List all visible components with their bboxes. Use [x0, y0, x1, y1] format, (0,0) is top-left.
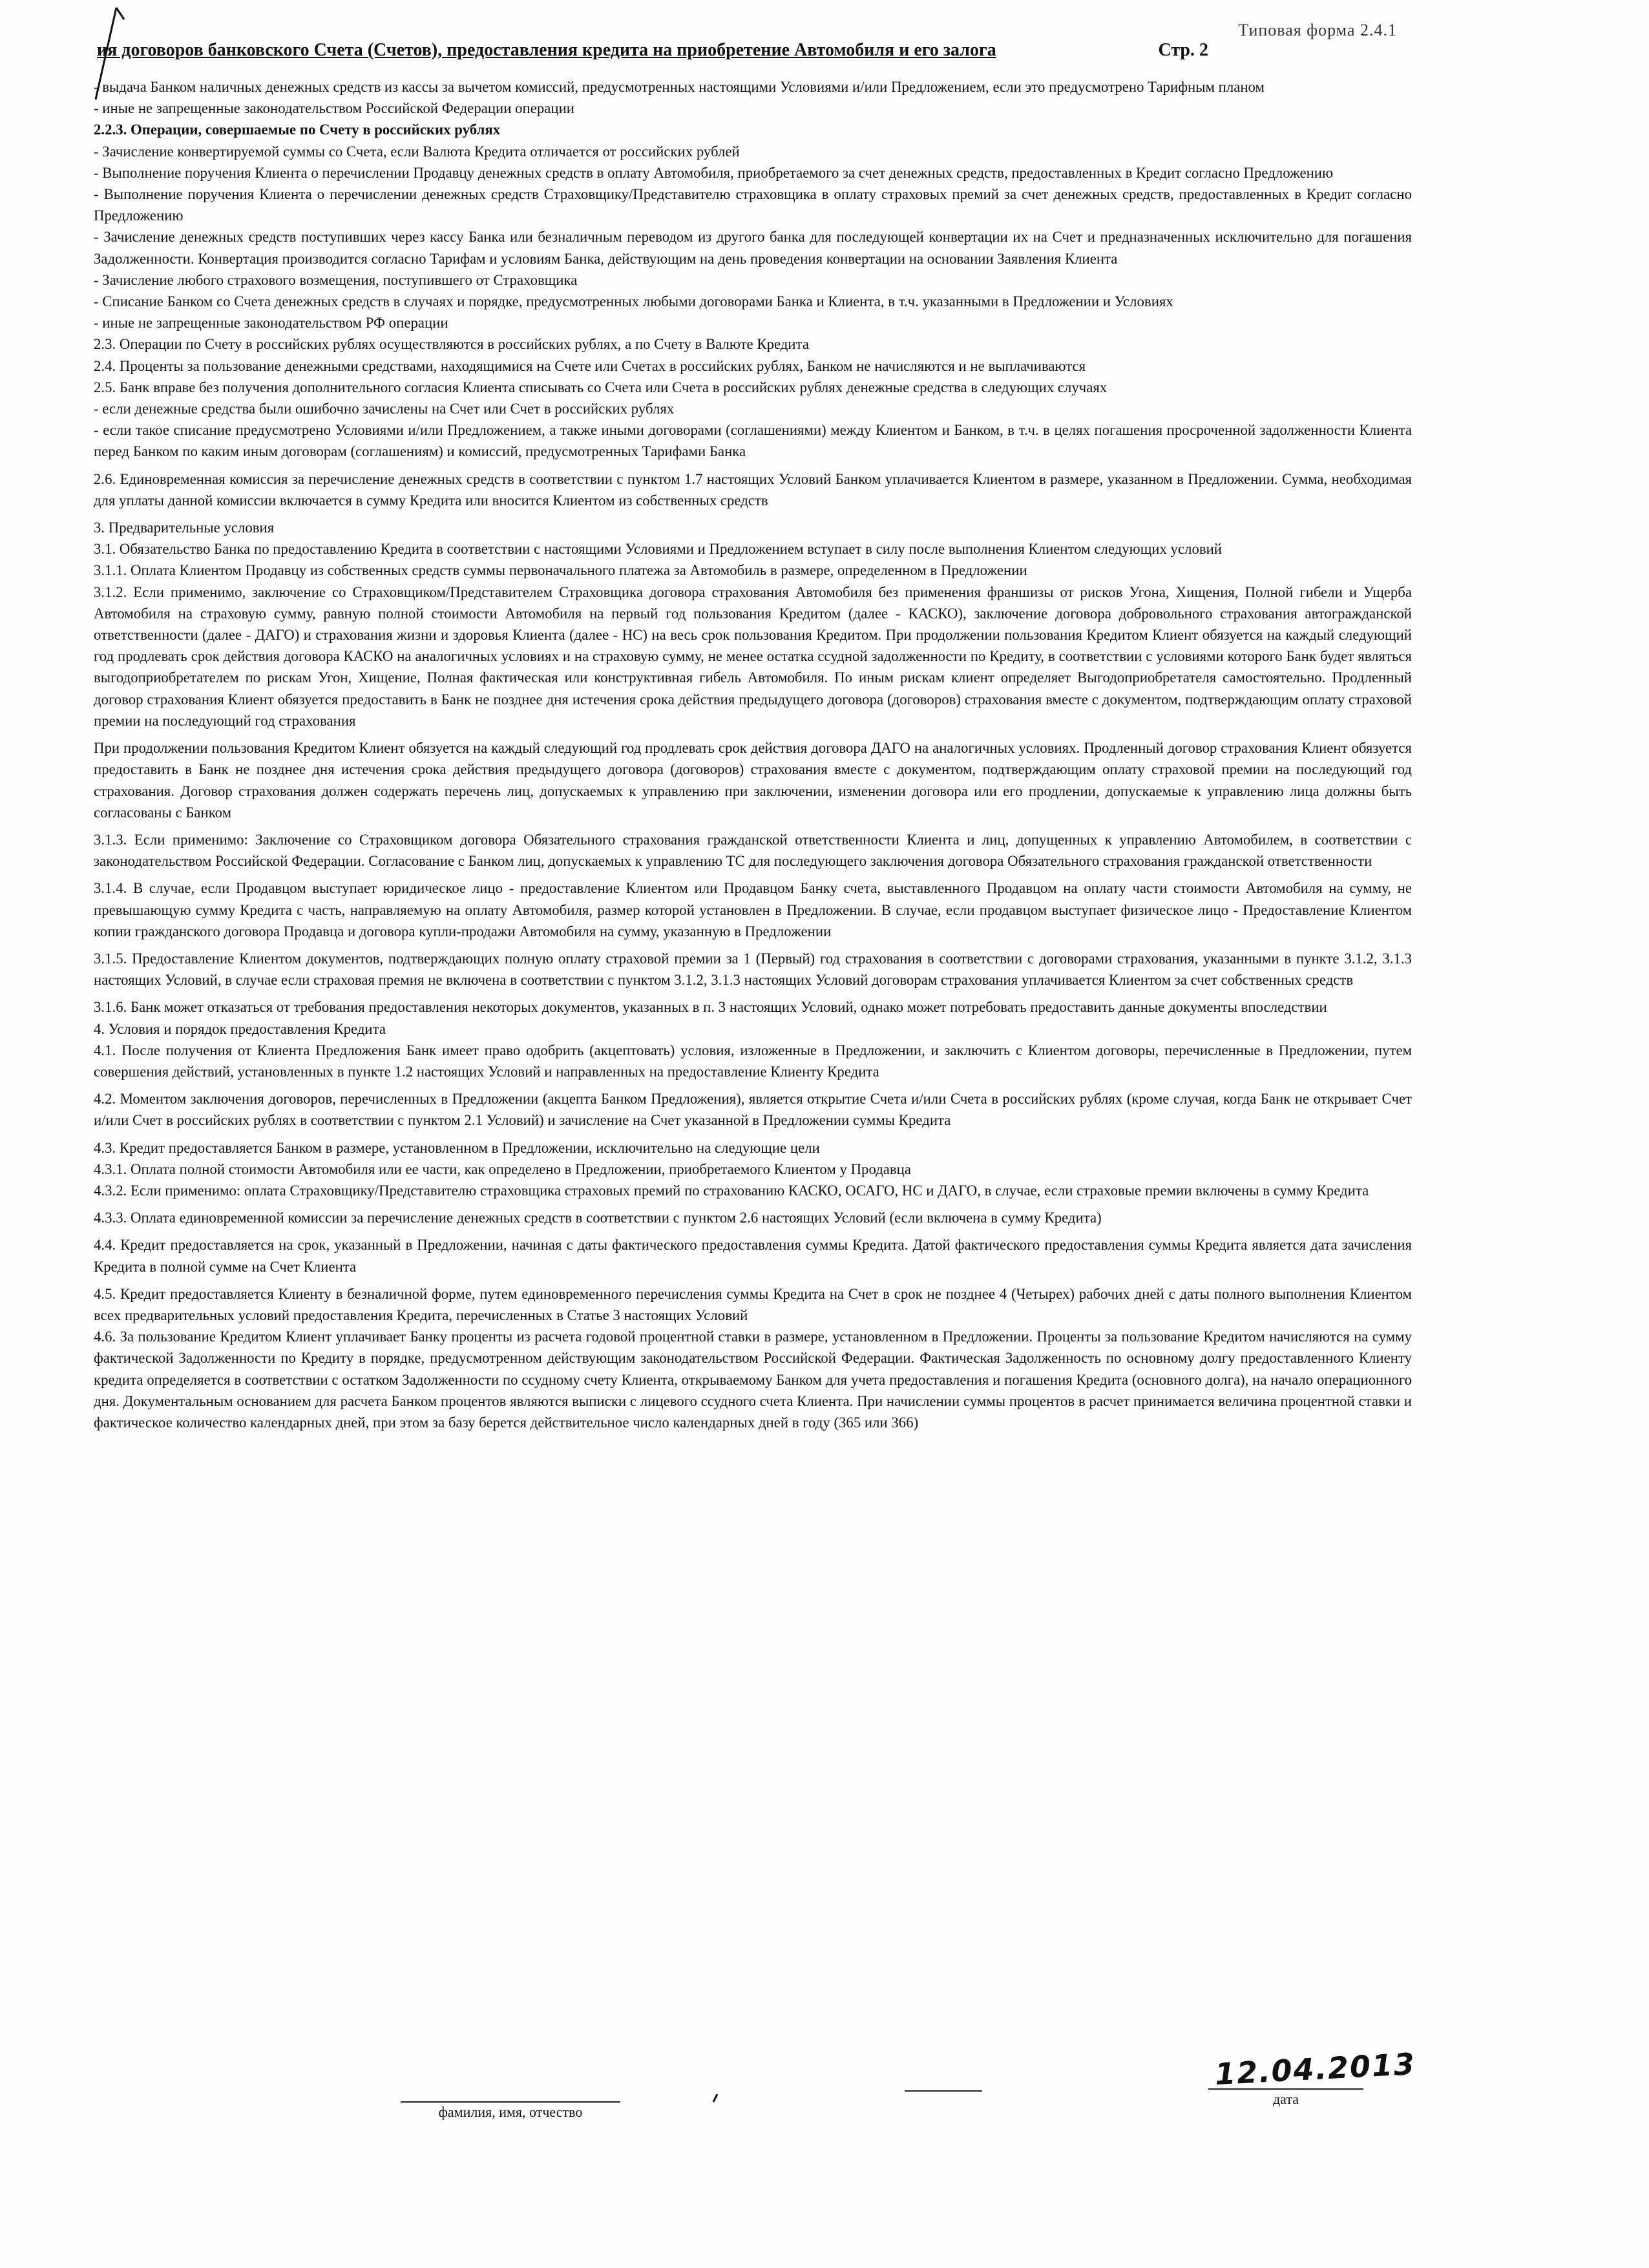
- paragraph: 3.1. Обязательство Банка по предоставлению Кредита в соответствии с настоящими Условиями и Предложением вступает в силу после выполнения Клиентом следующих условий: [94, 541, 1223, 558]
- paragraph: - если денежные средства были ошибочно зачислены на Счет или Счет в российских рублях: [94, 401, 675, 417]
- paragraph: - иные не запрещенные законодательством РФ операции: [94, 315, 448, 331]
- handwritten-date: 12.04.2013: [1213, 2046, 1417, 2092]
- document-body: [94, 76, 1412, 1433]
- paragraph: - Зачисление денежных средств поступивших через кассу Банка или безналичным переводом из другого банка для последующей конвертации их на Счет и предназначенных исключительно для погашения Задолженности. Конвертация производится согласно Тарифам и условиям Банка, действующим на день проведения конвертации на основании Заявления Клиента: [94, 229, 1412, 267]
- paragraph: 4.3.2. Если применимо: оплата Страховщику/Представителю страховщика страховых премий по страхованию КАСКО, ОСАГО, НС и ДАГО, в случае, если страховые премии включены в сумму Кредита: [94, 1182, 1369, 1199]
- paragraph: 4.1. После получения от Клиента Предложения Банк имеет право одобрить (акцептовать) условия, изложенные в Предложении, и заключить с Клиентом договоры, перечисленные в Предложении, путем совершения действий, установленных в пункте 1.2 настоящих Условий и направленных на предоставление Клиенту Кредита: [94, 1042, 1412, 1080]
- paragraph: 2.3. Операции по Счету в российских рублях осуществляются в российских рублях, а по Счету в Валюте Кредита: [94, 336, 809, 353]
- page-header: [97, 40, 1208, 61]
- paragraph: 4.3.3. Оплата единовременной комиссии за перечисление денежных средств в соответствии с пунктом 2.6 настоящих Условий (если включена в сумму Кредита): [94, 1210, 1102, 1226]
- paragraph: 4.5. Кредит предоставляется Клиенту в безналичной форме, путем единовременного перечисления суммы Кредита на Счет в срок не позднее 4 (Четырех) рабочих дней с даты полного выполнения Клиентом всех предварительных условий предоставления Кредита, перечисленных в Статье 3 настоящих Условий: [94, 1285, 1412, 1323]
- paragraph: - Выполнение поручения Клиента о перечислении Продавцу денежных средств в оплату Автомобиля, приобретаемого за счет денежных средств, предоставленных в Кредит согласно Предложению: [94, 164, 1334, 181]
- paragraph: 3.1.6. Банк может отказаться от требования предоставления некоторых документов, указанных в п. 3 настоящих Условий, однако может потребовать предоставить данные документы впоследствии: [94, 999, 1327, 1016]
- paragraph: - выдача Банком наличных денежных средств из кассы за вычетом комиссий, предусмотренных настоящими Условиями и/или Предложением, если это предусмотрено Тарифным планом: [94, 79, 1265, 95]
- form-label: Типовая форма 2.4.1: [1238, 21, 1397, 39]
- section-heading: 2.2.3. Операции, совершаемые по Счету в российских рублях: [94, 121, 501, 138]
- paragraph: - иные не запрещенные законодательством Российской Федерации операции: [94, 100, 574, 117]
- paragraph: При продолжении пользования Кредитом Клиент обязуется на каждый следующий год продлевать срок действия договора ДАГО на аналогичных условиях. Продленный договор страхования Клиент обязуется предоставить в Банк не позднее дня истечения срока действия предыдущего договора (договоров) страхования вместе с документом, подтверждающим оплату страховой премии на последующий год страхования. Договор страхования должен содержать перечень лиц, допускаемых к управлению при заключении, изменении договора или его продлении, допускаемые к управлению лица должны быть согласованы с Банком: [94, 740, 1412, 821]
- paragraph: - Выполнение поручения Клиента о перечислении денежных средств Страховщику/Представителю страховщика в оплату страховых премий за счет денежных средств, предоставленных в Кредит согласно Предложению: [94, 186, 1412, 224]
- pen-mark: [711, 2094, 720, 2103]
- paragraph: - Зачисление конвертируемой суммы со Счета, если Валюта Кредита отличается от российских рублей: [94, 143, 740, 160]
- signature-line: [905, 2090, 982, 2092]
- paragraph: 4.6. За пользование Кредитом Клиент уплачивает Банку проценты из расчета годовой процентной ставки в размере, установленном в Предложении. Проценты за пользование Кредитом начисляются на сумму фактической Задолженности по Кредиту в порядке, предусмотренном действующим законодательством Российской Федерации. Фактическая Задолженность по основному долгу предоставленного Клиенту кредита определяется в соответствии с остатком Задолженности по ссудному счету Клиента, открываемому Банком для учета предоставления и погашения Кредита (основного долга), на начало операционного дня. Документальным основанием для расчета Банком процентов являются выписки с лицевого ссудного счета Клиента. При начислении суммы процентов в расчет принимается величина процентной ставки и фактическое количество календарных дней, при этом за базу берется действительное число календарных дней в году (365 или 366): [94, 1328, 1412, 1431]
- paragraph: - Зачисление любого страхового возмещения, поступившего от Страховщика: [94, 271, 578, 288]
- paragraph: 3.1.2. Если применимо, заключение со Страховщиком/Представителем Страховщика договора страхования Автомобиля без применения франшизы от рисков Угона, Хищения, Полной гибели и Ущерба Автомобиля на страховую сумму, равную полной стоимости Автомобиля на первый год пользования Кредитом (далее - КАСКО), заключение договора добровольного страхования автогражданской ответственности (далее - ДАГО) и страхования жизни и здоровья Клиента (далее - НС) на весь срок пользования Кредитом. При продолжении пользования Кредитом Клиент обязуется на каждый следующий год продлевать срок действия договора КАСКО на аналогичных условиях и на страховую сумму, не менее остатка ссудной задолженности по Кредиту, в соответствии с условиями которого Банк будет являться выгодоприобретателем по рискам Угон, Хищение, Полная фактическая или конструктивная гибель Автомобиля. По иным рискам клиент определяет Выгодоприобретателя самостоятельно. Продленный договор страхования Клиент обязуется предоставить в Банк не позднее дня истечения срока действия предыдущего договора (договоров) страхования вместе с документом, подтверждающим оплату страховой премии на последующий год страхования: [94, 583, 1412, 729]
- paragraph: 4.4. Кредит предоставляется на срок, указанный в Предложении, начиная с даты фактического предоставления суммы Кредита. Датой фактического предоставления суммы Кредита является дата зачисления Кредита в полной сумме на Счет Клиента: [94, 1237, 1412, 1275]
- page-number: Стр. 2: [1158, 40, 1208, 60]
- paragraph: 4.2. Моментом заключения договоров, перечисленных в Предложении (акцепта Банком Предложения), является открытие Счета и/или Счета в российских рублях (кроме случая, когда Банк не открывает Счет и/или Счет в российских рублях в соответствии с пунктом 2.1 Условий) и зачисление на Счет указанной в Предложении суммы Кредита: [94, 1091, 1412, 1129]
- section-heading: 3. Предварительные условия: [94, 520, 275, 536]
- page-header-title: ия договоров банковского Счета (Счетов), предоставления кредита на приобретение Автомобиля и его залога: [97, 40, 996, 60]
- paragraph: 2.4. Проценты за пользование денежными средствами, находящимися на Счете или Счетах в российских рублях, Банком не начисляются и не выплачиваются: [94, 357, 1086, 374]
- signature-name-caption: фамилия, имя, отчество: [401, 2101, 620, 2121]
- paragraph: 4.3.1. Оплата полной стоимости Автомобиля или ее части, как определено в Предложении, приобретаемого Клиентом у Продавца: [94, 1160, 911, 1177]
- paragraph: 2.5. Банк вправе без получения дополнительного согласия Клиента списывать со Счета или Счета в российских рублях денежные средства в следующих случаях: [94, 379, 1108, 395]
- paragraph: - если такое списание предусмотрено Условиями и/или Предложением, а также иными договорами (соглашениями) между Клиентом и Банком, в т.ч. в целях погашения просроченной задолженности Клиента перед Банком по каким иным договорам (соглашениям) и комиссий, предусмотренных Тарифами Банка: [94, 422, 1412, 460]
- paragraph: 3.1.4. В случае, если Продавцом выступает юридическое лицо - предоставление Клиентом или Продавцом Банку счета, выставленного Продавцом на оплату части стоимости Автомобиля на сумму, не превышающую сумму Кредита с часть, направляемую на оплату Автомобиля, размер которой установлен в Предложении. В случае, если продавцом выступает физическое лицо - Предоставление Клиентом копии гражданского договора Продавца и договора купли-продажи Автомобиля на сумму, указанную в Предложении: [94, 880, 1412, 940]
- date-caption: дата: [1208, 2088, 1363, 2108]
- section-heading: 4. Условия и порядок предоставления Кредита: [94, 1020, 386, 1037]
- paragraph: 3.1.1. Оплата Клиентом Продавцу из собственных средств суммы первоначального платежа за Автомобиль в размере, определенном в Предложении: [94, 562, 1027, 579]
- paragraph: - Списание Банком со Счета денежных средств в случаях и порядке, предусмотренных любыми договорами Банка и Клиента, в т.ч. указанными в Предложении и Условиях: [94, 293, 1173, 310]
- paragraph: 2.6. Единовременная комиссия за перечисление денежных средств в соответствии с пунктом 1.7 настоящих Условий Банком уплачивается Клиентом в размере, указанном в Предложении. Сумма, необходимая для уплаты данной комиссии включается в сумму Кредита или вносится Клиентом из собственных средств: [94, 470, 1412, 509]
- paragraph: 3.1.5. Предоставление Клиентом документов, подтверждающих полную оплату страховой премии за 1 (Первый) год страхования в соответствии с договорами страхования, указанными в пункте 3.1.2, 3.1.3 настоящих Условий, в случае если страховая премия не включена в соответствии с пунктом 3.1.2, 3.1.3 настоящих Условий договорам страхования уплачивается Клиентом за счет собственных средств: [94, 950, 1412, 989]
- paragraph: 3.1.3. Если применимо: Заключение со Страховщиком договора Обязательного страхования гражданской ответственности Клиента и лиц, допущенных к управлению Автомобилем, в соответствии с законодательством Российской Федерации. Согласование с Банком лиц, допускаемых к управлению ТС для последующего заключения договора Обязательного страхования гражданской ответственности: [94, 831, 1412, 870]
- paragraph: 4.3. Кредит предоставляется Банком в размере, установленном в Предложении, исключительно на следующие цели: [94, 1139, 820, 1156]
